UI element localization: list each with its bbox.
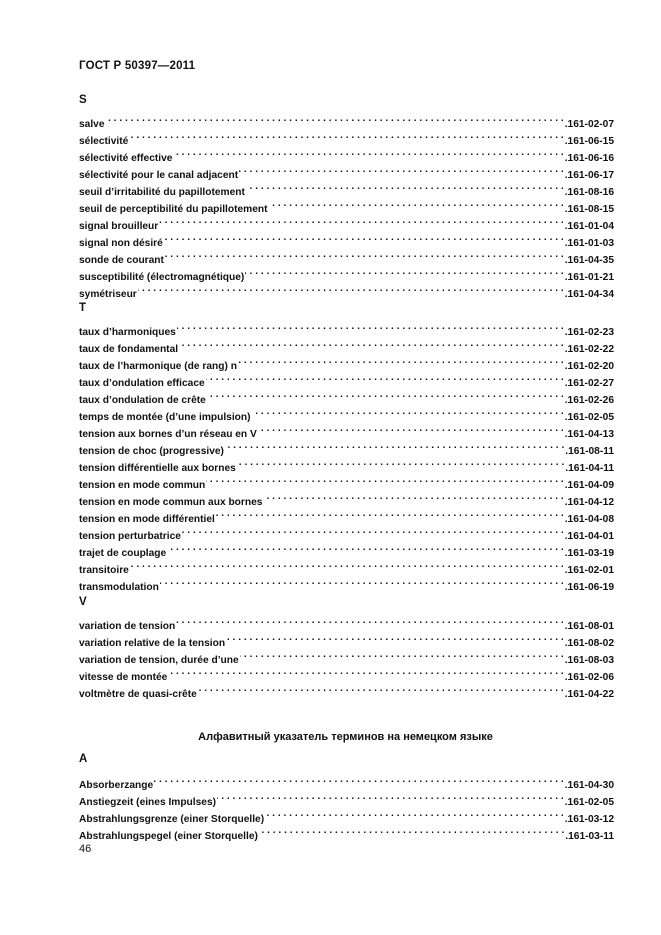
entry-term: taux d’harmoniques (79, 327, 176, 338)
entry-term: sélectivité pour le canal adjacent (79, 170, 239, 181)
entry-term: salve (79, 119, 105, 130)
entry-code: .161-08-16 (564, 187, 614, 198)
dot-leader (217, 788, 564, 805)
dot-leader (167, 539, 564, 556)
entry-code: .161-03-12 (564, 814, 614, 825)
entry-code: .161-06-17 (564, 170, 614, 181)
german-index-entries (79, 771, 614, 842)
entry-code: .161-02-01 (564, 565, 614, 576)
entry-term: susceptibilité (électromagnétique) (79, 272, 245, 283)
entry-code: .161-08-03 (564, 655, 614, 666)
index-entry (79, 318, 614, 338)
entry-term: sélectivité (79, 136, 129, 147)
dot-leader (238, 352, 564, 369)
section-letter-v: V (79, 596, 87, 608)
entry-term: tension en mode commun (79, 480, 206, 491)
entry-code: .161-03-11 (565, 831, 614, 842)
entry-code: .161-02-27 (564, 378, 614, 389)
entry-term: signal brouilleur (79, 221, 159, 232)
entry-term: temps de montée (d’une impulsion) (79, 412, 251, 423)
dot-leader (173, 144, 563, 161)
dot-leader (182, 522, 564, 539)
section-letter-s: S (79, 94, 87, 106)
section-t-entries (79, 318, 614, 593)
dot-leader (177, 318, 564, 335)
index-entry (79, 110, 614, 130)
entry-term: variation de tension, durée d’une (79, 655, 239, 666)
entry-term: tension en mode différentiel (79, 514, 215, 525)
entry-code: .161-02-22 (564, 344, 614, 355)
entry-code: .161-06-19 (564, 582, 614, 593)
index-entry (79, 229, 614, 249)
dot-leader (265, 805, 564, 822)
dot-leader (269, 195, 564, 212)
entry-term: trajet de couplage (79, 548, 167, 559)
index-entry (79, 556, 614, 576)
entry-term: sélectivité effective (79, 153, 173, 164)
document-header: ГОСТ Р 50397—2011 (79, 60, 196, 72)
index-entry (79, 612, 614, 632)
entry-code: .161-04-11 (565, 463, 614, 474)
dot-leader (240, 646, 564, 663)
entry-term: variation de tension (79, 621, 176, 632)
dot-leader (179, 335, 564, 352)
index-entry (79, 212, 614, 232)
entry-term: seuil d’irritabilité du papillotement (79, 187, 245, 198)
entry-code: .161-03-19 (564, 548, 614, 559)
dot-leader (138, 280, 564, 297)
entry-code: .161-02-20 (564, 361, 614, 372)
entry-code: .161-01-04 (564, 221, 614, 232)
entry-code: .161-02-05 (564, 412, 614, 423)
dot-leader (259, 822, 564, 839)
entry-code: .161-06-15 (564, 136, 614, 147)
dot-leader (160, 573, 564, 590)
section-v-entries (79, 612, 614, 700)
index-entry (79, 144, 614, 164)
entry-code: .161-02-23 (564, 327, 614, 338)
entry-term: tension différentielle aux bornes (79, 463, 236, 474)
entry-code: .161-01-21 (564, 272, 614, 283)
entry-term: tension en mode commun aux bornes (79, 497, 263, 508)
entry-code: .161-01-03 (564, 238, 614, 249)
entry-term: taux d’ondulation de crête (79, 395, 206, 406)
entry-term: variation relative de la tension (79, 638, 226, 649)
page-number: 46 (79, 843, 92, 855)
dot-leader (216, 505, 564, 522)
entry-code: .161-08-02 (564, 638, 614, 649)
section-letter-a: A (79, 753, 88, 765)
entry-term: vitesse de montée (79, 672, 168, 683)
dot-leader (206, 471, 563, 488)
entry-code: .161-02-07 (564, 119, 614, 130)
entry-code: .161-04-13 (564, 429, 614, 440)
entry-term: taux de fondamental (79, 344, 179, 355)
index-entry (79, 127, 614, 147)
entry-term: sonde de courant (79, 255, 164, 266)
section-letter-t: T (79, 302, 87, 314)
index-entry (79, 573, 614, 593)
entry-term: symétriseur (79, 289, 137, 300)
dot-leader (164, 229, 564, 246)
dot-leader (198, 680, 564, 697)
entry-code: .161-08-11 (565, 446, 614, 457)
section-s-entries (79, 110, 614, 300)
index-entry (79, 788, 614, 808)
entry-term: transmodulation (79, 582, 159, 593)
entry-code: .161-04-22 (564, 689, 614, 700)
entry-code: .161-06-16 (564, 153, 614, 164)
dot-leader (258, 420, 564, 437)
entry-code: .161-04-12 (564, 497, 614, 508)
dot-leader (165, 246, 564, 263)
entry-term: Absorberzange (79, 780, 154, 791)
entry-term: taux de l’harmonique (de rang) n (79, 361, 237, 372)
entry-code: .161-04-08 (564, 514, 614, 525)
index-entry (79, 280, 614, 300)
entry-code: .161-04-30 (564, 780, 614, 791)
dot-leader (129, 127, 563, 144)
dot-leader (237, 454, 564, 471)
entry-term: Abstrahlungspegel (einer Storquelle) (79, 831, 258, 842)
entry-code: .161-04-35 (564, 255, 614, 266)
entry-term: signal non désiré (79, 238, 163, 249)
entry-term: seuil de perceptibilité du papillotement (79, 204, 268, 215)
dot-leader (159, 212, 563, 229)
dot-leader (154, 771, 564, 788)
entry-code: .161-04-01 (564, 531, 614, 542)
dot-leader (226, 629, 564, 646)
dot-leader (225, 437, 564, 454)
entry-term: tension perturbatrice (79, 531, 181, 542)
entry-code: .161-04-09 (564, 480, 614, 491)
dot-leader (207, 386, 564, 403)
dot-leader (168, 663, 563, 680)
entry-term: Anstiegzeit (eines Impulses) (79, 797, 216, 808)
entry-code: .161-02-26 (564, 395, 614, 406)
entry-code: .161-02-05 (564, 797, 614, 808)
entry-term: Abstrahlungsgrenze (einer Storquelle) (79, 814, 265, 825)
dot-leader (245, 263, 563, 280)
entry-code: .161-08-15 (564, 204, 614, 215)
entry-code: .161-04-34 (564, 289, 614, 300)
entry-code: .161-08-01 (564, 621, 614, 632)
dot-leader (263, 488, 563, 505)
dot-leader (239, 161, 564, 178)
dot-leader (252, 403, 564, 420)
dot-leader (106, 110, 564, 127)
entry-term: tension aux bornes d’un réseau en V (79, 429, 257, 440)
dot-leader (176, 612, 563, 629)
dot-leader (130, 556, 564, 573)
entry-term: taux d’ondulation efficace (79, 378, 205, 389)
dot-leader (246, 178, 564, 195)
entry-code: .161-02-06 (564, 672, 614, 683)
dot-leader (206, 369, 564, 386)
entry-term: transitoire (79, 565, 129, 576)
german-index-title: Алфавитный указатель терминов на немецком языке (198, 731, 493, 743)
entry-term: tension de choc (progressive) (79, 446, 224, 457)
entry-term: voltmètre de quasi-crête (79, 689, 197, 700)
index-entry (79, 771, 614, 791)
